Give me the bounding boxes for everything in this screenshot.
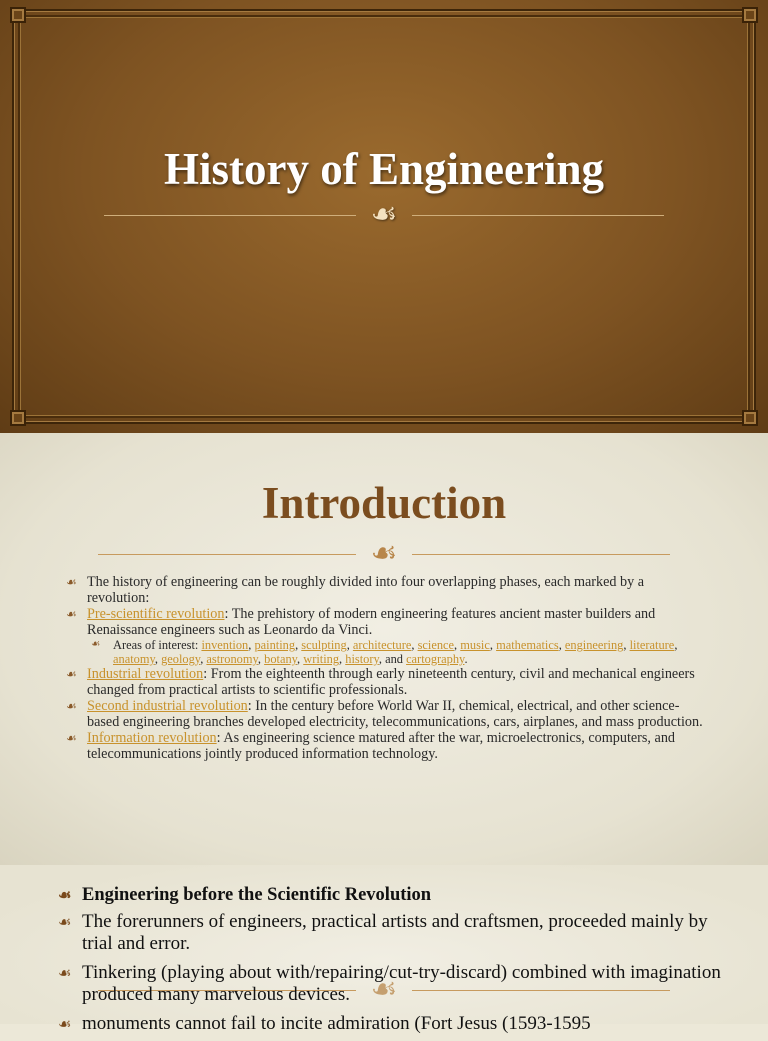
- list-item: ☙ Areas of interest: invention, painting, sculpting, architecture, science, music, mathematics, engineering, literature, anatomy, geology, astronomy, botany, writing, history, and cartography.: [91, 638, 678, 666]
- bullet-fleuron-icon: ☙: [66, 731, 77, 745]
- fleuron-icon: ☙: [370, 973, 398, 1006]
- link-second-industrial-revolution[interactable]: Second industrial revolution: [87, 698, 248, 714]
- bullet-fleuron-icon: ☙: [66, 575, 77, 589]
- link-sculpting[interactable]: sculpting: [301, 638, 347, 652]
- link-science[interactable]: science: [417, 638, 455, 652]
- list-item: [66, 699, 706, 730]
- areas-prefix: Areas of interest:: [113, 638, 202, 652]
- list-item: [58, 911, 738, 956]
- list-item: [66, 731, 706, 762]
- bullet-text: The forerunners of engineers, practical artists and craftsmen, proceeded mainly by trial and error.: [82, 910, 708, 954]
- link-cartography[interactable]: cartography: [406, 652, 465, 666]
- link-writing[interactable]: writing: [303, 652, 340, 666]
- introduction-slide: [0, 433, 768, 865]
- link-industrial-revolution[interactable]: Industrial revolution: [87, 666, 204, 682]
- bullet-fleuron-icon: ☙: [58, 965, 72, 982]
- areas-and: , and: [378, 652, 407, 666]
- divider-line-left: [98, 554, 356, 555]
- list-item: [66, 667, 706, 698]
- link-anatomy[interactable]: anatomy: [113, 652, 155, 666]
- link-information-revolution[interactable]: Information revolution: [87, 730, 217, 746]
- bullet-fleuron-icon: ☙: [66, 699, 77, 713]
- bullet-text: monuments cannot fail to incite admiration (Fort Jesus (1593-1595: [82, 1012, 591, 1034]
- areas-end: .: [464, 652, 468, 666]
- link-literature[interactable]: literature: [629, 638, 675, 652]
- slide-title: Introduction: [261, 478, 507, 528]
- link-botany[interactable]: botany: [264, 652, 298, 666]
- bullet-text: : The prehistory of modern engineering features ancient master builders and Renaissance engineers such as Leonardo da Vinci.: [87, 606, 656, 638]
- bullet-text: Tinkering (playing about with/repairing/cut-try-discard) combined with imagination produced many marvelous devices.: [82, 961, 721, 1005]
- list-item: [66, 575, 706, 606]
- bullet-text: : In the century before World War II, chemical, electrical, and other science-based engineering branches developed electricity, telecommunications, cars, airplanes, and mass production.: [87, 698, 703, 730]
- title-slide: [0, 0, 768, 433]
- link-painting[interactable]: painting: [254, 638, 296, 652]
- bullet-fleuron-icon: ☙: [58, 914, 72, 931]
- bullet-text: : From the eighteenth through early nineteenth century, civil and mechanical engineers changed from practical artists to scientific professionals.: [87, 666, 695, 698]
- list-item: [58, 1013, 738, 1036]
- bullet-fleuron-icon: ☙: [58, 888, 72, 904]
- link-mathematics[interactable]: mathematics: [496, 638, 559, 652]
- frame-corner-bottom-left: [10, 410, 26, 426]
- frame-corner-top-right: [742, 7, 758, 23]
- fleuron-icon: ☙: [370, 537, 398, 570]
- bullet-text: The history of engineering can be roughly divided into four overlapping phases, each marked by a revolution:: [87, 574, 645, 606]
- engineering-before-scientific-revolution-slide: [0, 865, 768, 1034]
- slide3-bullet-list: [58, 884, 738, 1041]
- frame-corner-bottom-right: [742, 410, 758, 426]
- link-pre-scientific-revolution[interactable]: Pre-scientific revolution: [87, 606, 225, 622]
- link-invention[interactable]: invention: [201, 638, 249, 652]
- list-item: [58, 884, 738, 907]
- areas-sublist: [91, 638, 706, 666]
- link-geology[interactable]: geology: [161, 652, 201, 666]
- title-ornament-divider: [0, 200, 768, 230]
- list-item: [58, 962, 738, 1007]
- slide-title: History of Engineering: [164, 144, 604, 194]
- link-music[interactable]: music: [460, 638, 490, 652]
- divider-line-left: [104, 215, 356, 216]
- divider-line-right: [412, 215, 664, 216]
- bullet-fleuron-icon: ☙: [66, 607, 77, 621]
- bullet-fleuron-icon: ☙: [58, 1016, 72, 1033]
- bullet-fleuron-icon: ☙: [91, 639, 101, 650]
- link-astronomy[interactable]: astronomy: [206, 652, 258, 666]
- frame-corner-top-left: [10, 7, 26, 23]
- bullet-text: : As engineering science matured after the war, microelectronics, computers, and telecommunications jointly produced information technology.: [87, 730, 676, 762]
- link-history[interactable]: history: [345, 652, 379, 666]
- intro-bullet-list: [66, 575, 706, 763]
- title-ornament-divider: [0, 539, 768, 569]
- fleuron-icon: ☙: [370, 198, 398, 231]
- list-item: [66, 607, 706, 666]
- bullet-text: Engineering before the Scientific Revolution: [82, 885, 432, 905]
- link-engineering[interactable]: engineering: [564, 638, 624, 652]
- divider-line-right: [412, 554, 670, 555]
- bullet-fleuron-icon: ☙: [66, 667, 77, 681]
- link-architecture[interactable]: architecture: [352, 638, 412, 652]
